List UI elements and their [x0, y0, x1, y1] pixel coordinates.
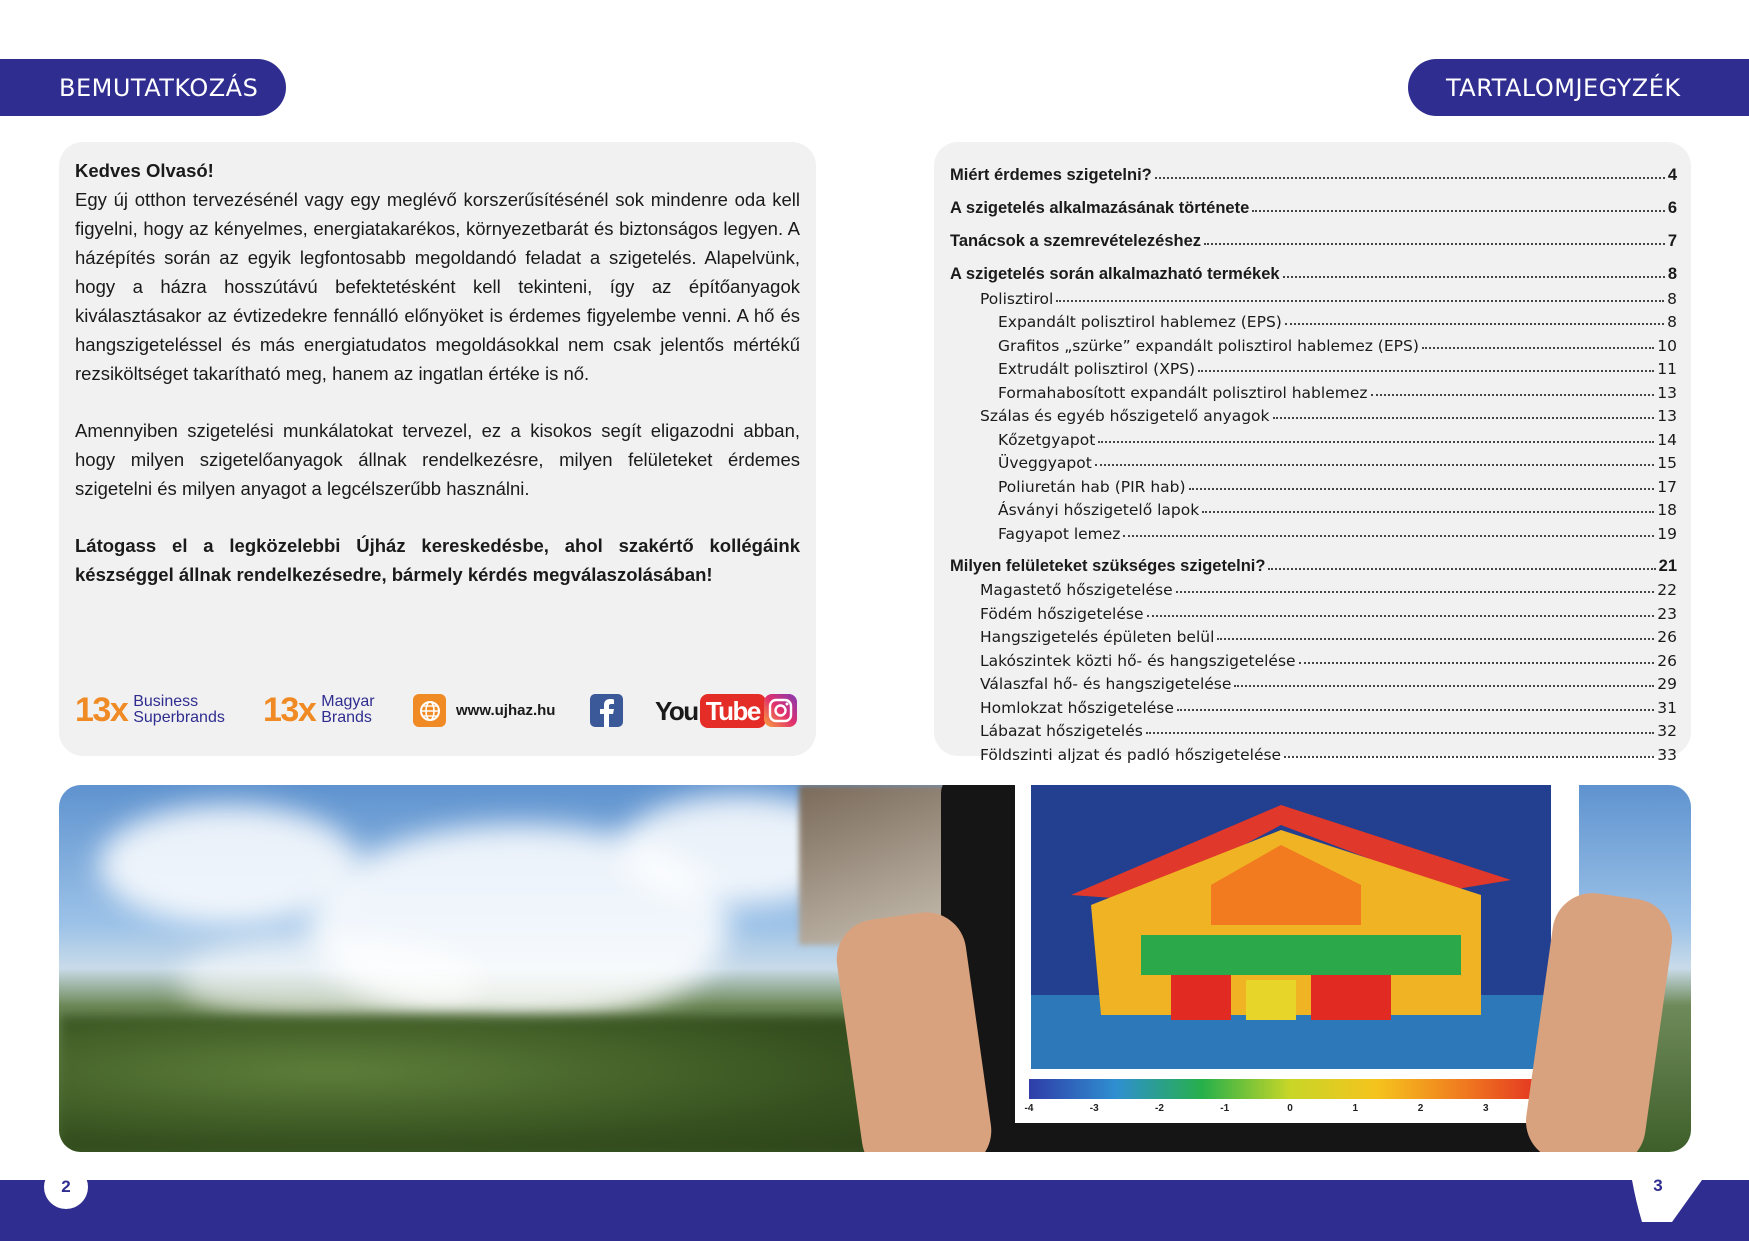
award-line: Business	[133, 693, 199, 710]
toc-dot-leader	[1299, 662, 1655, 664]
section-tab-label: TARTALOMJEGYZÉK	[1446, 73, 1681, 102]
toc-entry-page: 8	[1667, 313, 1677, 331]
toc-entry-page: 22	[1657, 581, 1677, 599]
toc-entry[interactable]	[950, 378, 1677, 402]
thermal-image	[1031, 785, 1551, 1069]
toc-entry-page: 8	[1667, 265, 1677, 283]
temperature-scale-label: 2	[1417, 1103, 1424, 1114]
award-line: Superbrands	[133, 709, 225, 726]
toc-dot-leader	[1217, 638, 1654, 640]
toc-entry-page: 6	[1667, 199, 1677, 217]
logo-strip	[75, 690, 800, 730]
toc-entry-title: Homlokzat hőszigetelése	[980, 698, 1174, 717]
toc-entry[interactable]	[950, 670, 1677, 694]
toc-entry-title: Magastető hőszigetelése	[980, 581, 1173, 599]
toc-entry-title: Milyen felületeket szükséges szigetelni?	[950, 556, 1266, 575]
award-text	[133, 694, 225, 726]
toc-entry-title: Földszinti aljzat és padló hőszigetelése	[980, 745, 1282, 764]
temperature-scale-label: -3	[1089, 1103, 1099, 1114]
toc-entry-page: 18	[1657, 501, 1677, 519]
superbrands-award	[75, 690, 225, 730]
toc-entry[interactable]	[950, 402, 1677, 426]
intro-text	[75, 156, 800, 589]
toc-entry-page: 32	[1657, 722, 1677, 740]
toc-entry-title: Formahabosított expandált polisztirol hablemez	[998, 383, 1368, 402]
toc-entry-page: 26	[1657, 651, 1677, 670]
toc-entry-title: Lábazat hőszigetelés	[980, 722, 1143, 740]
toc-entry-page: 33	[1657, 745, 1677, 764]
toc-entry-title: Expandált polisztirol hablemez (EPS)	[998, 313, 1282, 331]
youtube-icon[interactable]	[655, 694, 766, 728]
toc-entry[interactable]	[950, 599, 1677, 623]
intro-paragraph-1: Egy új otthon tervezésénél vagy egy meglévő korszerűsítésénél sok mindenre oda kell figyelni, hogy az kényelmes, energiatakarékos, környezetbarát és biztonságos legyen. A házépítés során az egyik legfontosabb megoldandó feladat a szigetelés. Alapelvünk, hogy a házra hosszútávú befektetésként kell tekinteni, így az építőanyagok kiválasztásakor az évtizedekre fennálló előnyöket is érdemes figyelembe venni. A hő és hangszigeteléssel és más energiatudatos megoldásokkal nem csak jelentős mértékű rezsiköltséget takarítható meg, hanem az ingatlan értéke is nő.	[75, 189, 800, 384]
toc-entry-page: 19	[1657, 524, 1677, 543]
toc-dot-leader	[1268, 568, 1655, 570]
temperature-scale-label: 3	[1482, 1103, 1489, 1114]
toc-entry-page: 13	[1657, 383, 1677, 402]
toc-entry[interactable]	[950, 449, 1677, 473]
award-count: 13x	[263, 691, 316, 729]
toc-dot-leader	[1283, 276, 1665, 278]
toc-dot-leader	[1155, 177, 1665, 179]
toc-entry-title: Grafitos „szürke” expandált polisztirol hablemez (EPS)	[998, 336, 1419, 355]
temperature-scale-label: -4	[1024, 1103, 1034, 1114]
youtube-you: You	[655, 696, 698, 726]
award-text	[321, 694, 374, 726]
toc-entry[interactable]	[950, 156, 1677, 185]
intro-paragraph-2: Amennyiben szigetelési munkálatokat tervezel, ez a kisokos segít eligazodni abban, hogy milyen szigetelőanyagok állnak rendelkezésre, milyen felületeket érdemes szigetelni és milyen anyagot a legcélszerűbb használni.	[75, 420, 800, 499]
toc-dot-leader	[1252, 210, 1665, 212]
toc-dot-leader	[1177, 709, 1654, 711]
intro-paragraph-3: Látogass el a legközelebbi Újház kereskedésbe, ahol szakértő kollégáink készséggel állnak rendelkezésedre, bármely kérdés megválaszolásában!	[75, 535, 800, 585]
thermal-screen	[1015, 785, 1579, 1123]
page-number-right-tab	[1632, 1162, 1712, 1222]
page-number-left: 2	[44, 1165, 88, 1209]
toc-entry-page: 11	[1657, 360, 1677, 378]
section-tab-tartalomjegyzek	[1408, 59, 1749, 116]
toc-entry-title: Tanácsok a szemrevételezéshez	[950, 232, 1202, 250]
toc-entry-page: 15	[1657, 454, 1677, 472]
toc-entry[interactable]	[950, 693, 1677, 717]
toc-entry[interactable]	[950, 331, 1677, 355]
page-number-right: 3	[1653, 1176, 1663, 1195]
toc-dot-leader	[1284, 756, 1654, 758]
award-line: Brands	[321, 709, 372, 726]
toc-entry-title: Lakószintek közti hő- és hangszigetelése	[980, 651, 1296, 670]
globe-icon	[413, 694, 446, 727]
toc-panel	[934, 142, 1691, 764]
toc-dot-leader	[1234, 685, 1654, 687]
temperature-scale-label: -1	[1220, 1103, 1230, 1114]
toc-entry[interactable]	[950, 425, 1677, 449]
section-tab-bemutatkozas	[0, 59, 286, 116]
toc-entry[interactable]	[950, 222, 1677, 251]
toc-dot-leader	[1176, 591, 1655, 593]
toc-entry-title: Poliuretán hab (PIR hab)	[998, 477, 1186, 496]
toc-entry[interactable]	[950, 576, 1677, 600]
toc-entry-page: 23	[1657, 604, 1677, 623]
toc-dot-leader	[1204, 243, 1665, 245]
temperature-scale-label: 1	[1352, 1103, 1359, 1114]
toc-entry-title: Miért érdemes szigetelni?	[950, 166, 1152, 184]
toc-entry-page: 7	[1667, 232, 1677, 250]
toc-entry-title: Válaszfal hő- és hangszigetelése	[980, 675, 1232, 693]
toc-entry[interactable]	[950, 646, 1677, 670]
toc-dot-leader	[1146, 732, 1654, 734]
toc-entry[interactable]	[950, 284, 1677, 308]
toc-dot-leader	[1098, 441, 1654, 443]
toc-dot-leader	[1422, 347, 1654, 349]
toc-entry[interactable]	[950, 355, 1677, 379]
toc-entry-page: 31	[1657, 698, 1677, 717]
toc-entry[interactable]	[950, 255, 1677, 284]
toc-entry-title: A szigetelés alkalmazásának története	[950, 199, 1250, 217]
instagram-icon[interactable]	[764, 694, 797, 727]
toc-dot-leader	[1202, 511, 1654, 513]
facebook-icon[interactable]	[590, 694, 623, 727]
toc-entry[interactable]	[950, 496, 1677, 520]
toc-entry-title: Üveggyapot	[998, 454, 1092, 472]
thermal-camera-photo	[59, 785, 1691, 1152]
temperature-scale-label: -2	[1155, 1103, 1164, 1114]
toc-entry-title: Fagyapot lemez	[998, 524, 1121, 543]
toc-dot-leader	[1056, 300, 1664, 302]
intro-greeting: Kedves Olvasó!	[75, 160, 214, 181]
youtube-tube: Tube	[700, 694, 766, 728]
toc-entry-page: 21	[1658, 556, 1677, 575]
toc-entry-page: 13	[1657, 407, 1677, 425]
toc-dot-leader	[1371, 394, 1655, 396]
toc-entry-title: Hangszigetelés épületen belül	[980, 628, 1215, 646]
toc-entry[interactable]	[950, 472, 1677, 496]
website-link[interactable]	[413, 694, 555, 727]
magyar-brands-award	[263, 690, 375, 730]
toc-entry-page: 8	[1667, 289, 1677, 308]
toc-entry[interactable]	[950, 740, 1677, 764]
toc-dot-leader	[1147, 615, 1655, 617]
temperature-scale-labels	[1024, 1103, 1551, 1117]
toc-entry[interactable]	[950, 623, 1677, 647]
award-count: 13x	[75, 691, 128, 729]
award-line: Magyar	[321, 693, 375, 710]
toc-entry-title: Extrudált polisztirol (XPS)	[998, 360, 1196, 378]
intro-panel	[59, 142, 816, 756]
toc-entry-page: 29	[1657, 675, 1677, 693]
toc-entry-page: 26	[1657, 628, 1677, 646]
toc-entry-page: 10	[1657, 336, 1677, 355]
temperature-color-scale	[1029, 1079, 1551, 1099]
toc-entry-title: Kőzetgyapot	[998, 430, 1096, 449]
toc-entry[interactable]	[950, 547, 1677, 576]
toc-entry-title: A szigetelés során alkalmazható termékek	[950, 265, 1280, 283]
toc-entry-title: Ásványi hőszigetelő lapok	[998, 501, 1200, 519]
toc-entry-page: 14	[1657, 430, 1677, 449]
toc-entry[interactable]	[950, 717, 1677, 741]
table-of-contents	[950, 156, 1677, 764]
toc-entry[interactable]	[950, 519, 1677, 543]
toc-entry[interactable]	[950, 189, 1677, 218]
section-tab-label: BEMUTATKOZÁS	[59, 73, 259, 102]
website-url: www.ujhaz.hu	[456, 702, 556, 719]
toc-dot-leader	[1095, 464, 1654, 466]
toc-dot-leader	[1123, 535, 1654, 537]
toc-dot-leader	[1285, 323, 1664, 325]
toc-entry[interactable]	[950, 308, 1677, 332]
temperature-scale-label: 0	[1287, 1103, 1293, 1114]
toc-entry-title: Födém hőszigetelése	[980, 604, 1144, 623]
toc-dot-leader	[1273, 417, 1655, 419]
toc-entry-page: 17	[1657, 477, 1677, 496]
toc-dot-leader	[1198, 370, 1654, 372]
toc-entry-title: Szálas és egyéb hőszigetelő anyagok	[980, 407, 1270, 425]
footer-bar	[0, 1180, 1749, 1241]
toc-entry-page: 4	[1667, 166, 1677, 184]
toc-dot-leader	[1189, 488, 1655, 490]
toc-entry-title: Polisztirol	[980, 289, 1054, 308]
